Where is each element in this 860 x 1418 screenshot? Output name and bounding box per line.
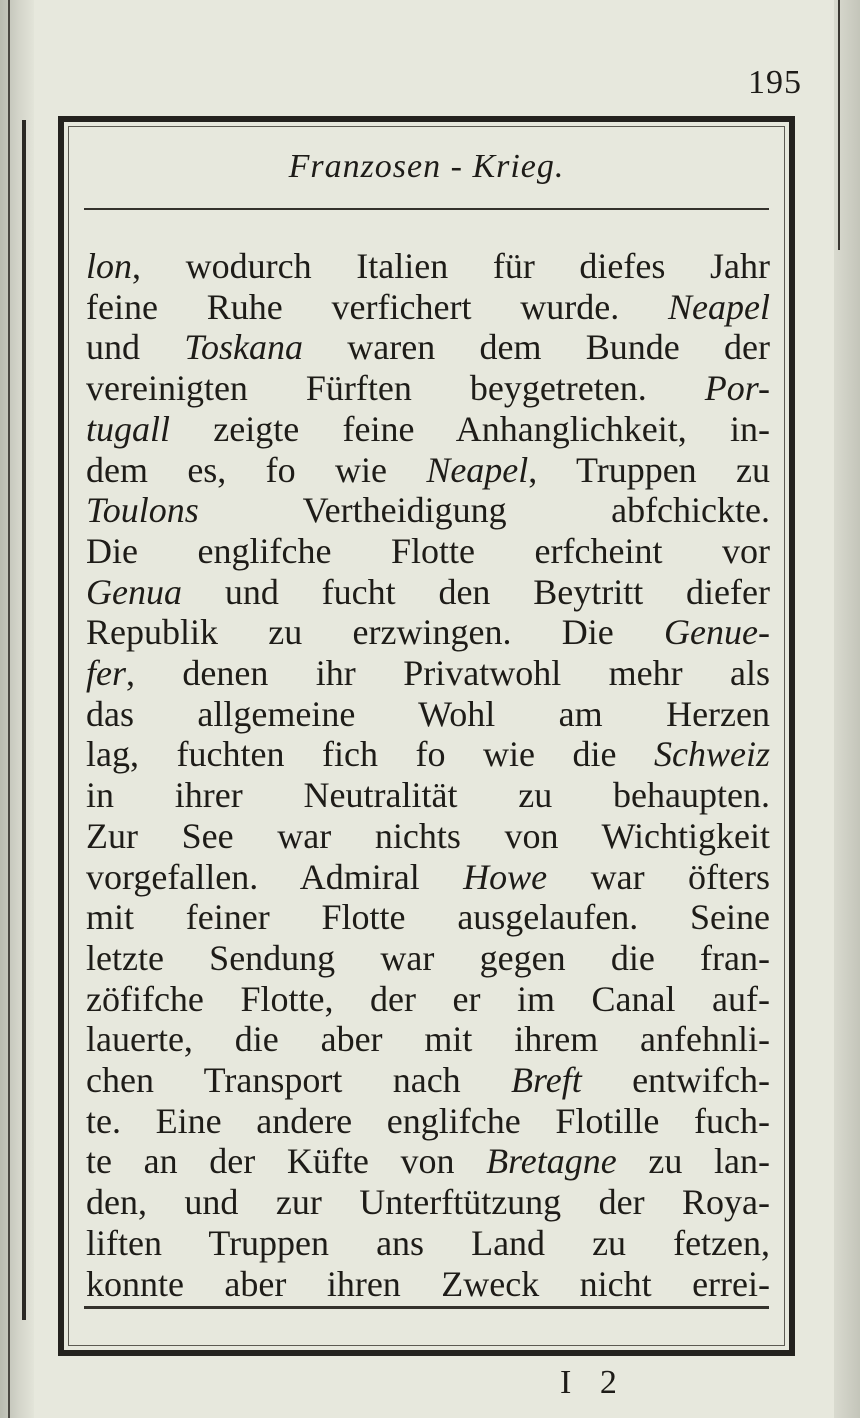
italic-run: Por- [704, 368, 770, 409]
italic-run: Toulons [86, 490, 199, 531]
text-run: zeigte feine Anhanglichkeit, in- [170, 408, 770, 449]
italic-run: Howe [463, 856, 548, 897]
text-line [86, 938, 770, 979]
right-page-edge [834, 0, 860, 1418]
text-run: , Truppen zu [528, 449, 770, 490]
text-run: zöfifche Flotte, der er im Canal auf- [86, 978, 770, 1019]
text-line [86, 857, 770, 898]
text-run: in ihrer Neutralität zu behaupten. [86, 775, 770, 816]
text-line [86, 816, 770, 857]
text-run: feine Ruhe verfichert wurde. [86, 286, 669, 327]
text-line [86, 246, 770, 287]
italic-run: Toskana [184, 327, 303, 368]
text-line [86, 368, 770, 409]
body-text [86, 246, 770, 1304]
italic-run: Genua [86, 571, 182, 612]
signature-mark: I 2 [560, 1364, 627, 1401]
text-run: Die englifche Flotte erfcheint vor [86, 530, 770, 571]
text-line [86, 450, 770, 491]
text-run: Zur See war nichts von Wichtigkeit [86, 815, 770, 856]
text-line [86, 327, 770, 368]
text-run: Republik zu erzwingen. Die [86, 612, 665, 653]
italic-run: Genue- [664, 612, 770, 653]
text-run: konnte aber ihren Zweck nicht errei- [86, 1263, 770, 1304]
right-edge-line [838, 0, 840, 250]
text-line [86, 734, 770, 775]
text-run: te an der Küfte von [86, 1141, 487, 1182]
italic-run: fer [86, 653, 126, 694]
text-run: liften Truppen ans Land zu fetzen, [86, 1222, 770, 1263]
text-run: , wodurch Italien für diefes Jahr [132, 246, 770, 286]
text-line [86, 1019, 770, 1060]
text-run: chen Transport nach [86, 1060, 512, 1101]
italic-run: Bretagne [486, 1141, 617, 1182]
book-spine-edge [0, 0, 34, 1418]
text-run: vorgefallen. Admiral [86, 856, 464, 897]
text-line [86, 1223, 770, 1264]
text-run: zu lan- [616, 1141, 770, 1182]
italic-run: Schweiz [654, 734, 770, 775]
text-line [86, 531, 770, 572]
text-line [86, 612, 770, 653]
text-run: dem es, fo wie [86, 449, 427, 490]
running-head: Franzosen - Krieg. [288, 148, 565, 185]
text-line [86, 979, 770, 1020]
text-run: , denen ihr Privatwohl mehr als [126, 653, 770, 694]
text-run: den, und zur Unterftützung der Roya- [86, 1182, 770, 1223]
italic-run: Breft [511, 1060, 582, 1101]
text-line [86, 287, 770, 328]
text-run: waren dem Bunde der [303, 327, 770, 368]
italic-run: Neapel [426, 449, 529, 490]
italic-run: Neapel [668, 286, 770, 327]
text-frame [58, 116, 795, 1356]
head-rule [84, 208, 769, 210]
foot-rule [84, 1306, 769, 1309]
text-line [86, 653, 770, 694]
text-line [86, 694, 770, 735]
text-run: entwifch- [581, 1060, 770, 1101]
text-run: Vertheidigung abfchickte. [198, 490, 770, 531]
text-line [86, 409, 770, 450]
text-run: letzte Sendung war gegen die fran- [86, 937, 770, 978]
text-line [86, 1101, 770, 1142]
page-number: 195 [748, 64, 802, 101]
italic-run: lon [86, 246, 133, 286]
text-line [86, 572, 770, 613]
text-run: te. Eine andere englifche Flotille fuch- [86, 1100, 770, 1141]
text-run: mit feiner Flotte ausgelaufen. Seine [86, 897, 770, 938]
text-run: das allgemeine Wohl am Herzen [86, 693, 770, 734]
text-line [86, 897, 770, 938]
text-line [86, 490, 770, 531]
spine-line [8, 0, 10, 1418]
text-line [86, 1060, 770, 1101]
spine-border-line [22, 120, 26, 1320]
text-run: und fucht den Beytritt diefer [181, 571, 770, 612]
text-line [86, 1264, 770, 1305]
text-run: lag, fuchten fich fo wie die [86, 734, 655, 775]
text-run: lauerte, die aber mit ihrem anfehnli- [86, 1019, 770, 1060]
text-run: und [86, 327, 185, 368]
text-run: war öfters [547, 856, 770, 897]
text-line [86, 1182, 770, 1223]
text-line [86, 1141, 770, 1182]
text-run: vereinigten Fürften beygetreten. [86, 368, 705, 409]
text-line [86, 775, 770, 816]
italic-run: tugall [86, 408, 171, 449]
